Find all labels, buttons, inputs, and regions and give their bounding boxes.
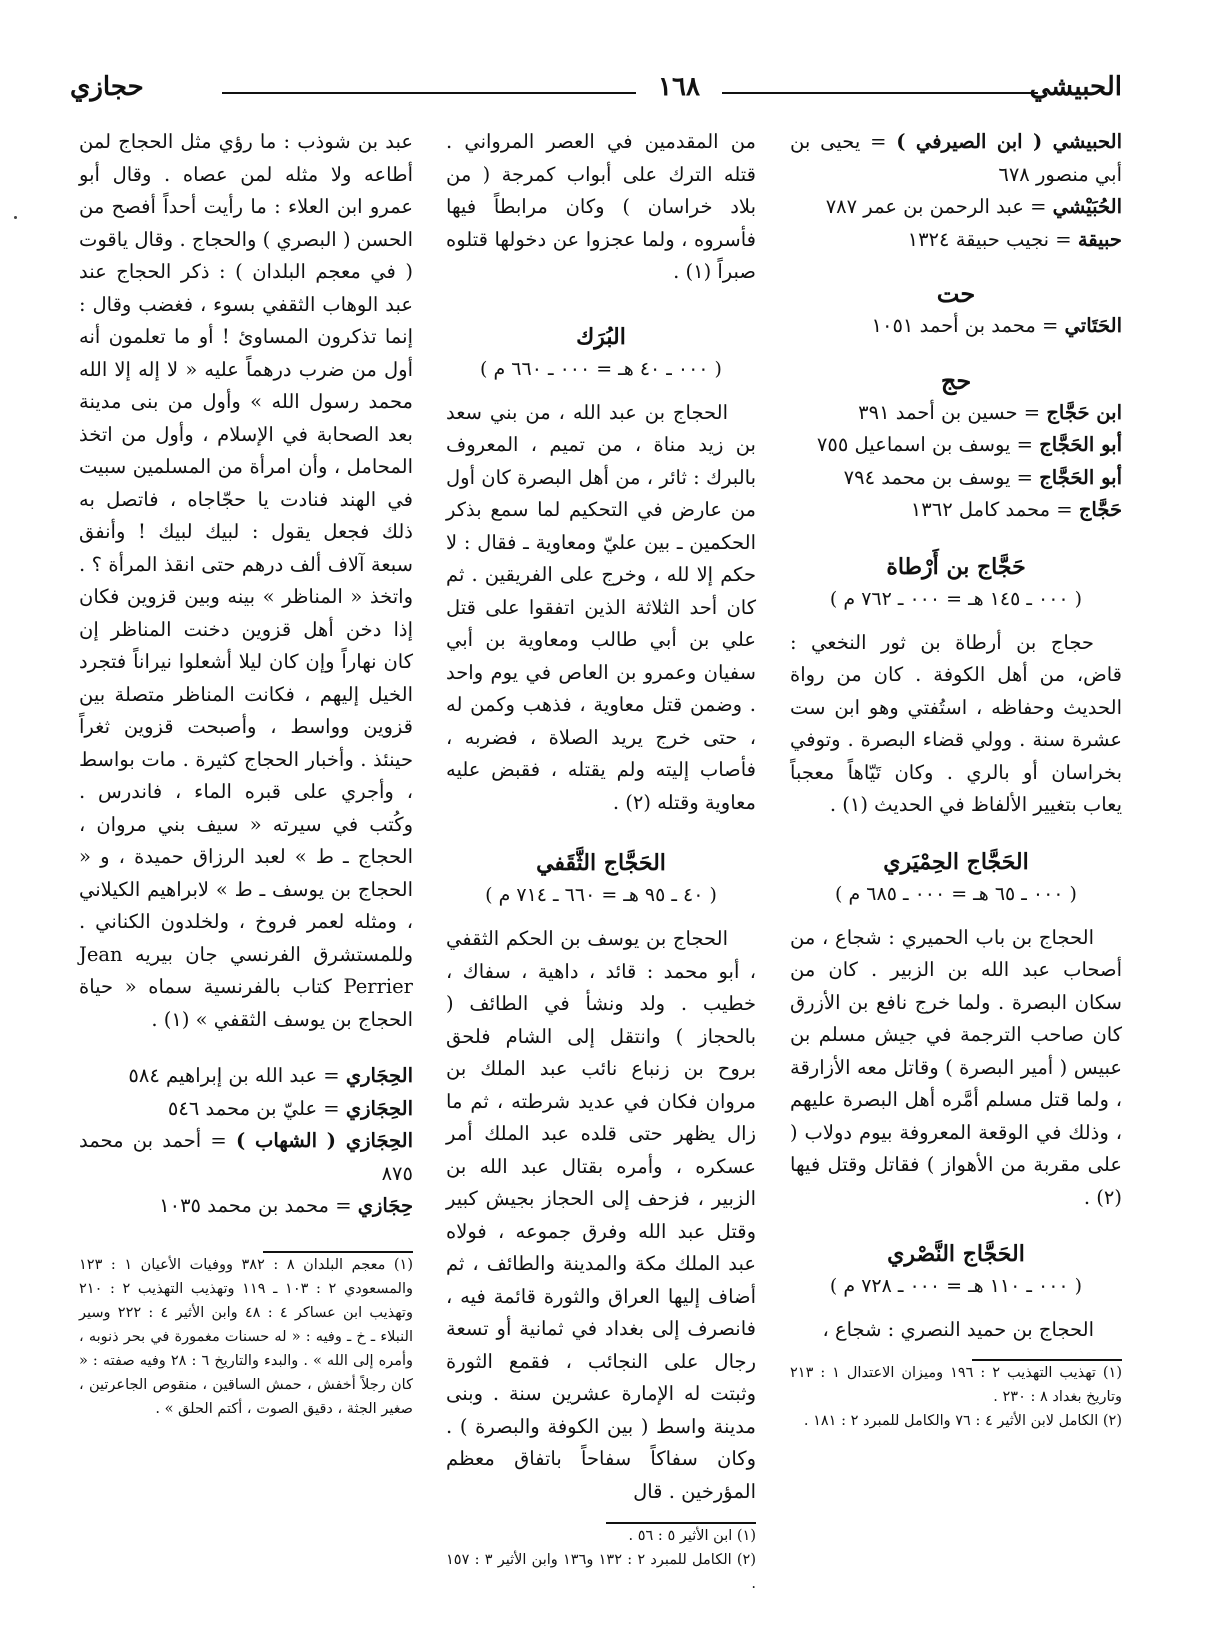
entry-dates: ( ٤٠ ـ ٩٥ هـ = ٦٦٠ ـ ٧١٤ م ) bbox=[485, 884, 717, 906]
header-rule-right bbox=[722, 92, 1038, 94]
entry-title: الحَجَّاج الحِمْيَري bbox=[883, 848, 1029, 875]
cross-reference bbox=[790, 462, 1122, 495]
entry-title: حَجَّاج بن أَرْطاة bbox=[886, 553, 1026, 580]
xref-target: = أحمد بن محمد ٨٧٥ bbox=[79, 1129, 413, 1185]
entry-title: الحَجَّاج النَّصْري bbox=[887, 1241, 1025, 1267]
scan-speck bbox=[14, 216, 17, 219]
footnote: (٢) الكامل للمبرد ٢ : ١٣٢ و١٣٦ وابن الأثير ٣ : ١٥٧ . bbox=[446, 1552, 756, 1592]
xref-target: = يوسف بن اسماعيل ٧٥٥ bbox=[816, 433, 1040, 456]
entry-body: الحجاج بن حميد النصري : شجاع ، bbox=[822, 1318, 1094, 1341]
entry-body: حجاج بن أرطاة بن ثور النخعي : قاض، من أهل الكوفة . كان من رواة الحديث وحفاظه ، استُفتي وهو ابن ست عشرة سنة . وولي قضاء البصرة . وتوفي بخراسان أو بالري . وكان تَيّاهاً معجباً يعاب بتغيير الألفاظ في الحديث (١) . bbox=[790, 630, 1122, 816]
xref-head: أبو الحَجَّاج bbox=[1039, 433, 1122, 456]
xref-head: الحبيشي ( ابن الصيرفي ) bbox=[896, 130, 1122, 153]
entry-body: الحجاج بن عبد الله ، من بني سعد بن زيد مناة ، من تميم ، المعروف بالبرك : ثائر ، من أهل البصرة كان أول من عارض في التحكيم لما سمع بذكر الحكمين ـ بين عليّ ومعاوية ـ فقال : لا حكم إلا لله ، وخرج على الفريقين . ثم كان أحد الثلاثة الذين اتفقوا على قتل علي بن أبي طالب ومعاوية بن أبي سفيان وعمرو بن العاص في يوم واحد . وضمن قتل معاوية ، فذهب وكمن له ، حتى خرج يريد الصلاة ، فضربه ، فأصاب إليته ولم يقتله ، فقبض عليه معاوية وقتله (٢) . bbox=[446, 400, 756, 814]
cross-reference bbox=[790, 429, 1122, 462]
xref-target: = عبد الله بن إبراهيم ٥٨٤ bbox=[128, 1064, 346, 1087]
spacer bbox=[79, 1036, 413, 1060]
cross-reference bbox=[790, 191, 1122, 224]
entry-title: الحَجَّاج الثَّقَفي bbox=[536, 850, 666, 876]
xref-target: = محمد كامل ١٣٦٢ bbox=[910, 498, 1079, 521]
header-catchword-left: حجازي bbox=[70, 72, 144, 102]
footnote: (١) معجم البلدان ٨ : ٣٨٢ ووفيات الأعيان ١ : ١٢٣ والمسعودي ٢ : ١٠٣ ـ ١١٩ وتهذيب التهذيب ٢ : ٢١٠ وتهذيب ابن عساكر ٤ : ٤٨ وابن الأثير ٤ : ٢٢٢ وسير النبلاء ـ خ ـ وفيه : « له حسنات مغمورة في بحر ذنوبه ، وأمره إلى الله » . والبدء والتاريخ ٦ : ٢٨ وفيه صفته : « كان رجلاً أخفش ، حمش الساقين ، منقوص الجاعرتين ، صغير الجثة ، دقيق الصوت ، أكتم الحلق » . bbox=[79, 1256, 414, 1417]
entry-dates: ( ٠٠٠ ـ ٦٥ هـ = ٠٠٠ ـ ٦٨٥ م ) bbox=[835, 882, 1077, 905]
xref-head: الحِجَاري bbox=[345, 1064, 413, 1087]
xref-head: الحَتَاتي bbox=[1064, 314, 1122, 337]
entry-dates: ( ٠٠٠ ـ ٤٠ هـ = ٠٠٠ ـ ٦٦٠ م ) bbox=[480, 357, 722, 380]
footnote: (٢) الكامل لابن الأثير ٤ : ٧٦ والكامل للمبرد ٢ : ١٨١ . bbox=[803, 1412, 1122, 1429]
xref-head: حِجَازي bbox=[357, 1194, 413, 1217]
cross-reference bbox=[790, 126, 1122, 191]
column-middle bbox=[446, 126, 756, 1596]
header-rule-left bbox=[222, 92, 636, 94]
column-right bbox=[790, 126, 1122, 1433]
xref-target: = حسين بن أحمد ٣٩١ bbox=[858, 400, 1047, 424]
xref-target: = عليّ بن محمد ٥٤٦ bbox=[167, 1096, 346, 1120]
entry-body: الحجاج بن باب الحميري : شجاع ، من أصحاب عبد الله بن الزبير . كان من سكان البصرة . ولما خرج نافع بن الأزرق كان صاحب الترجمة في جيش مسلم بن عبيس ( أمير البصرة ) وقاتل معه الأزارقة ، ولما قتل مسلم أمَّره أهل البصرة عليهم ، وذلك في الوقعة المعروفة بيوم دولاب ( على مقربة من الأهواز ) فقاتل وقتل فيها (٢) . bbox=[790, 925, 1122, 1209]
xref-head: ابن حَجَّاج bbox=[1046, 400, 1122, 424]
entry-dates: ( ٠٠٠ ـ ١١٠ هـ = ٠٠٠ ـ ٧٢٨ م ) bbox=[829, 1275, 1083, 1297]
cross-reference bbox=[790, 224, 1122, 257]
cross-reference bbox=[79, 1060, 413, 1093]
cross-reference bbox=[790, 397, 1122, 430]
xref-head: أبو الحَجَّاج bbox=[1039, 465, 1122, 489]
cross-reference bbox=[79, 1190, 413, 1223]
cross-reference bbox=[79, 1093, 413, 1126]
xref-target: = نجيب حبيقة ١٣٢٤ bbox=[907, 227, 1078, 251]
xref-head: حبيقة bbox=[1077, 227, 1122, 251]
xref-target: = محمد بن محمد ١٠٣٥ bbox=[159, 1194, 358, 1217]
cross-reference bbox=[79, 1125, 413, 1190]
footnote: (١) ابن الأثير ٥ : ٥٦ . bbox=[628, 1528, 756, 1544]
xref-target: = محمد بن أحمد ١٠٥١ bbox=[871, 314, 1065, 337]
letter-group-heading: حت bbox=[936, 279, 976, 308]
xref-head: الحِجَازي ( الشهاب ) bbox=[235, 1129, 413, 1152]
entry-dates: ( ٠٠٠ ـ ١٤٥ هـ = ٠٠٠ ـ ٧٦٢ م ) bbox=[829, 587, 1083, 610]
letter-group-heading: حج bbox=[940, 365, 972, 395]
entry-title: البُرَك bbox=[576, 323, 626, 350]
cross-reference bbox=[790, 310, 1122, 343]
xref-head: الحُبَيْشي bbox=[1052, 195, 1122, 218]
xref-target: = يحيى بن أبي منصور ٦٧٨ bbox=[790, 130, 1122, 186]
page-number: ١٦٨ bbox=[658, 72, 700, 102]
column-left bbox=[79, 126, 413, 1421]
xref-target: = عبد الرحمن بن عمر ٧٨٧ bbox=[825, 195, 1053, 218]
entry-body: الحجاج بن يوسف بن الحكم الثقفي ، أبو محمد : قائد ، داهية ، سفاك ، خطيب . ولد ونشأ في الطائف ( بالحجاز ) وانتقل إلى الشام فلحق بروح بن زنباع نائب عبد الملك بن مروان فكان في عديد شرطته ، ثم ما زال يظهر حتى قلده عبد الملك أمر عسكره ، وأمره بقتال عبد الله بن الزبير ، فزحف إلى الحجاز بجيش كبير وقتل عبد الله وفرق جموعه ، فولاه عبد الملك مكة والمدينة والطائف ، ثم أضاف إليها العراق والثورة قائمة فيه ، فانصرف إلى بغداد في ثمانية أو تسعة رجال على النجائب ، فقمع الثورة وثبتت له الإمارة عشرين سنة . وبنى مدينة واسط ( بين الكوفة والبصرة ) . وكان سفاكاً سفاحاً باتفاق معظم المؤرخين . قال bbox=[446, 927, 756, 1503]
continued-text: عبد بن شوذب : ما رؤي مثل الحجاج لمن أطاعه ولا مثله لمن عصاه . وقال أبو عمرو ابن العلاء : ما رأيت أحداً أفصح من الحسن ( البصري ) والحجاج . وقال ياقوت ( في معجم البلدان ) : ذكر الحجاج عند عبد الوهاب الثقفي بسوء ، فغضب وقال : إنما تذكرون المساوئ ! أو ما تعلمون أنه أول من ضرب درهماً عليه « لا إله إلا الله محمد رسول الله » وأول من بنى مدينة بعد الصحابة في الإسلام ، وأول من اتخذ المحامل ، وأن امرأة من المسلمين سبيت في الهند فنادت يا حجّاجاه ، فاتصل به ذلك فجعل يقول : لبيك لبيك ! وأنفق سبعة آلاف ألف درهم حتى انقذ المرأة ؟ . واتخذ « المناظر » بينه وبين قزوين فكان إذا دخن أهل قزوين دخنت المناظر إن كان نهاراً وإن كان ليلا أشعلوا نيراناً فتجرد الخيل إليهم ، فكانت المناظر متصلة بين قزوين وواسط ، وأصبحت قزوين ثغراً حينئذ . وأخبار الحجاج كثيرة . مات بواسط ، وأجري على قبره الماء ، فاندرس . وكُتب في سيرته « سيف بني مروان ، الحجاج ـ ط » لعبد الرزاق حميدة ، و « الحجاج بن يوسف ـ ط » لابراهيم الكيلاني ، ومثله لعمر فروخ ، ولخلدون الكناني . وللمستشرق الفرنسي جان بيريه Jean Perrier كتاب بالفرنسية سماه « حياة الحجاج بن يوسف الثقفي » (١) . bbox=[79, 130, 413, 1031]
xref-head: الحِجَازي bbox=[345, 1096, 413, 1120]
cross-reference bbox=[790, 494, 1122, 527]
footnote: (١) تهذيب التهذيب ٢ : ١٩٦ وميزان الاعتدال ١ : ٢١٣ وتاريخ بغداد ٨ : ٢٣٠ . bbox=[790, 1364, 1123, 1405]
xref-head: حَجَّاج bbox=[1078, 498, 1122, 521]
header-catchword-right: الحبيشي bbox=[1029, 72, 1122, 102]
continued-text: من المقدمين في العصر المرواني . قتله الترك على أبواب كمرجة ( من بلاد خراسان ) وكان مرابطاً فيها فأسروه ، ولما عجزوا عن دخولها قتلوه صبراً (١) . bbox=[446, 130, 756, 283]
running-header bbox=[70, 72, 1122, 116]
xref-target: = يوسف بن محمد ٧٩٤ bbox=[843, 465, 1040, 489]
